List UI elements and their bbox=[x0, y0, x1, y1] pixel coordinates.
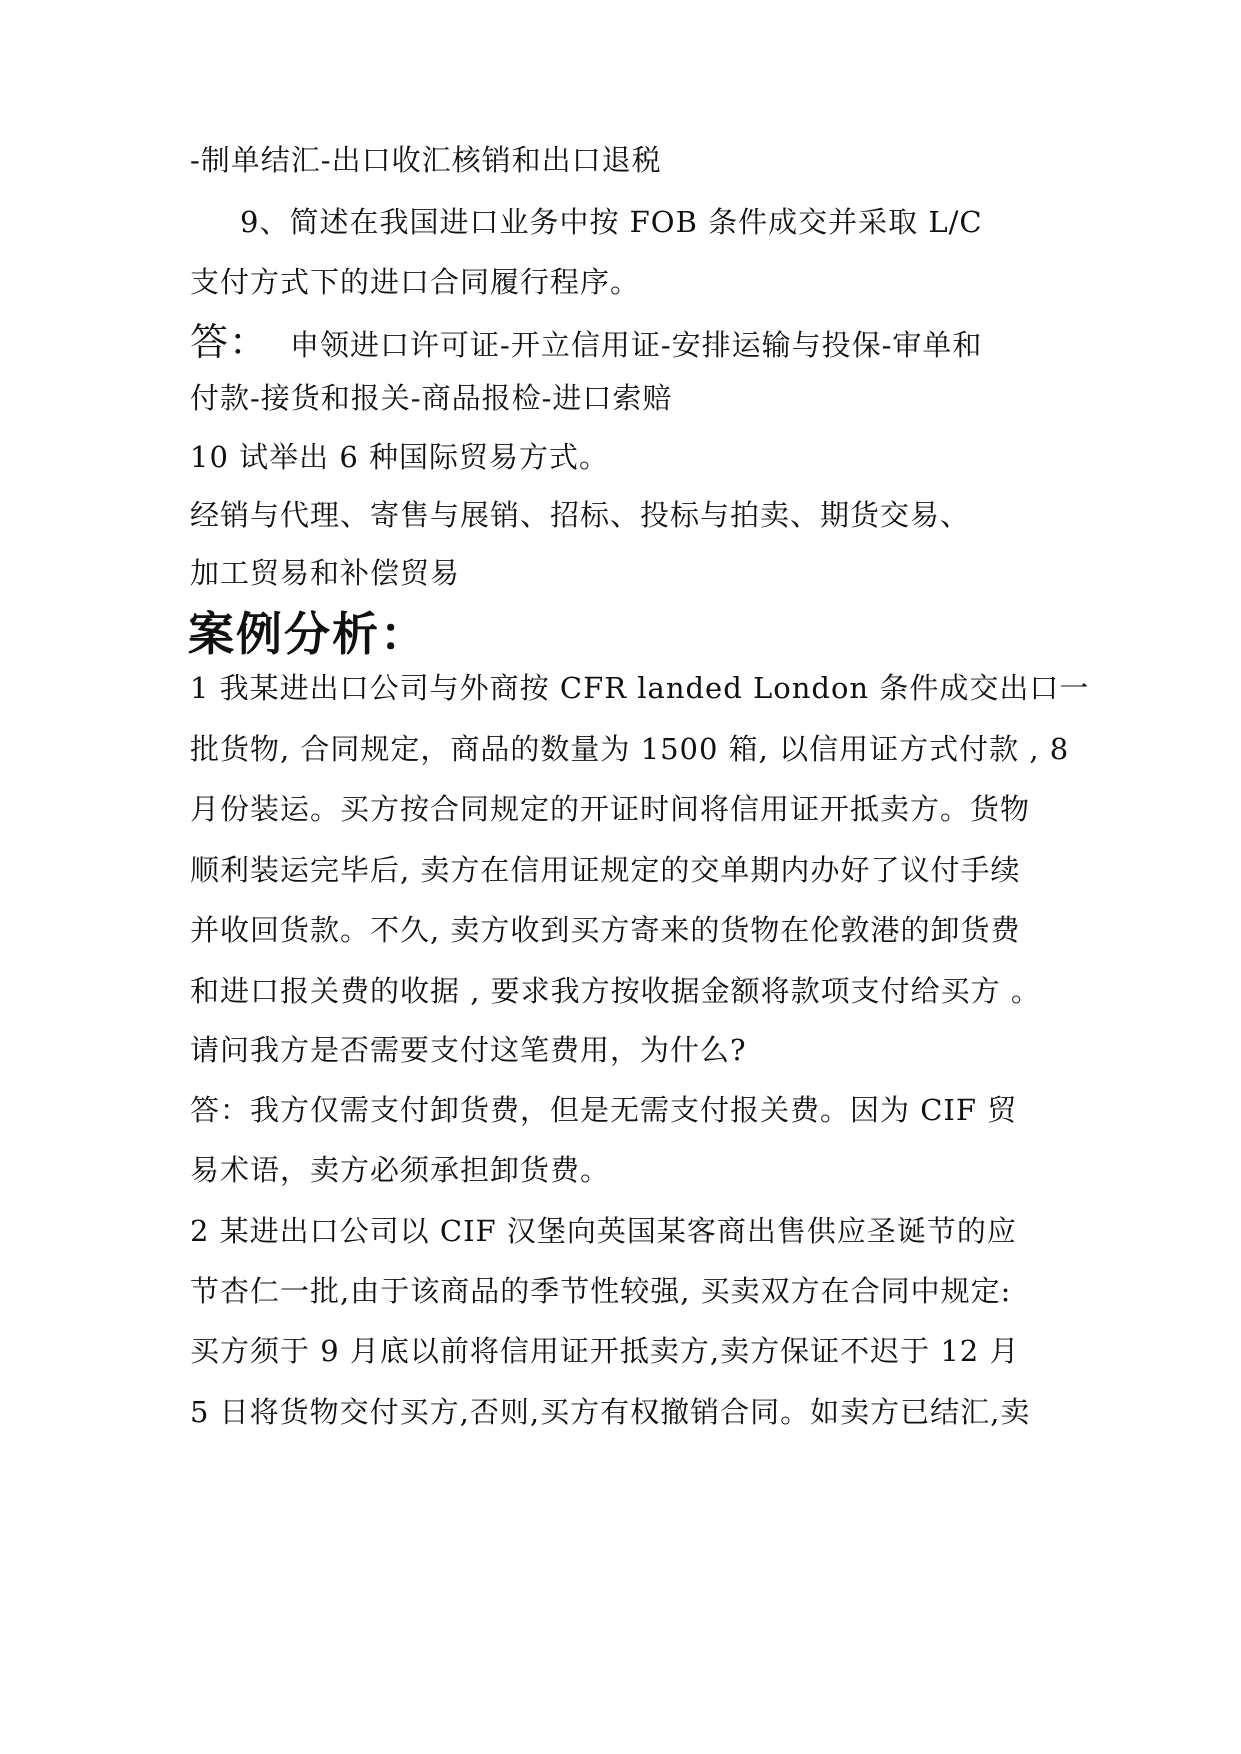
case-1-question: 请问我方是否需要支付这笔费用，为什么? bbox=[190, 1033, 747, 1067]
section-heading-case-analysis: 案例分析： bbox=[188, 607, 428, 661]
case-1-line-5: 并收回货款。不久, 卖方收到买方寄来的货物在伦敦港的卸货费 bbox=[190, 913, 1021, 947]
case-1-answer-line-2: 易术语，卖方必须承担卸货费。 bbox=[190, 1153, 611, 1187]
case-1-answer-line-1: 答：我方仅需支付卸货费，但是无需支付报关费。因为 CIF 贸 bbox=[190, 1093, 1018, 1127]
case-1-line-6: 和进口报关费的收据 , 要求我方按收据金额将款项支付给买方 。 bbox=[190, 974, 1041, 1008]
answer-label: 答： bbox=[190, 320, 269, 364]
case-1-line-4: 顺利装运完毕后, 卖方在信用证规定的交单期内办好了议付手续 bbox=[190, 853, 1021, 887]
case-2-line-1: 2 某进出口公司以 CIF 汉堡向英国某客商出售供应圣诞节的应 bbox=[190, 1214, 1017, 1248]
case-2-line-4: 5 日将货物交付买方,否则,买方有权撤销合同。如卖方已结汇,卖 bbox=[190, 1395, 1031, 1429]
answer-9-line-2: 付款-接货和报关-商品报检-进口索赔 bbox=[190, 381, 673, 415]
case-2-line-2: 节杏仁一批,由于该商品的季节性较强, 买卖双方在合同中规定: bbox=[190, 1274, 1012, 1308]
case-2-line-3: 买方须于 9 月底以前将信用证开抵卖方,卖方保证不迟于 12 月 bbox=[190, 1334, 1020, 1368]
question-9-line-1: 9、简述在我国进口业务中按 FOB 条件成交并采取 L/C bbox=[240, 205, 983, 239]
case-1-line-3: 月份装运。买方按合同规定的开证时间将信用证开抵卖方。货物 bbox=[190, 792, 1031, 826]
answer-10-line-1: 经销与代理、寄售与展销、招标、投标与拍卖、期货交易、 bbox=[190, 498, 971, 532]
answer-9-text: 申领进口许可证-开立信用证-安排运输与投保-审单和 bbox=[290, 328, 983, 362]
answer-9-line-1 bbox=[190, 320, 1070, 367]
question-10: 10 试举出 6 种国际贸易方式。 bbox=[190, 440, 610, 474]
text-line-export-procedure-end: -制单结汇-出口收汇核销和出口退税 bbox=[190, 143, 662, 177]
question-9-line-2: 支付方式下的进口合同履行程序。 bbox=[190, 265, 641, 299]
answer-10-line-2: 加工贸易和补偿贸易 bbox=[190, 556, 461, 590]
case-1-line-1: 1 我某进出口公司与外商按 CFR landed London 条件成交出口一 bbox=[190, 671, 1090, 705]
case-1-line-2: 批货物, 合同规定，商品的数量为 1500 箱, 以信用证方式付款 , 8 bbox=[190, 732, 1070, 766]
